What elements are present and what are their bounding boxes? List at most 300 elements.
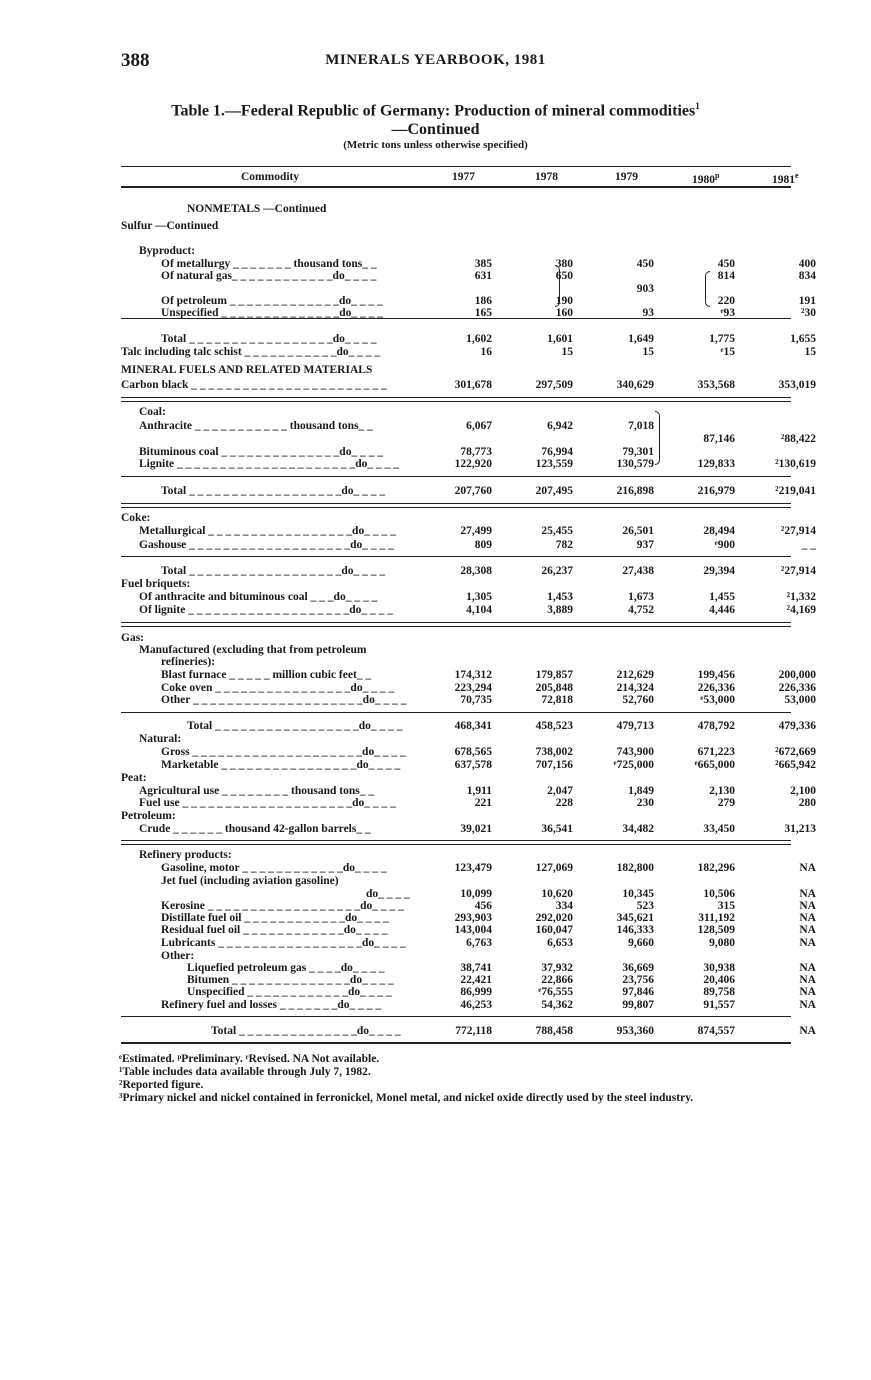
table-row bbox=[0, 406, 871, 419]
cell-1981: ²672,669 bbox=[775, 746, 816, 758]
table-row bbox=[0, 578, 871, 591]
table-row bbox=[0, 433, 871, 446]
table-subtitle: (Metric tons unless otherwise specified) bbox=[343, 139, 528, 151]
cell-1979: ᵉ725,000 bbox=[613, 759, 654, 771]
cell-1978: ᵉ76,555 bbox=[538, 986, 573, 998]
rule-gas-total bbox=[121, 712, 791, 713]
row-label: Fuel use _ _ _ _ _ _ _ _ _ _ _ _ _ _ _ _ _ _ _ _do_ _ _ _ bbox=[139, 797, 396, 809]
footnote-1: ¹Table includes data available through July 7, 1982. bbox=[119, 1066, 371, 1078]
table-bottom-rule bbox=[121, 1042, 791, 1044]
cell-1977: 86,999 bbox=[460, 986, 492, 998]
row-label: Coke oven _ _ _ _ _ _ _ _ _ _ _ _ _ _ _ _do_ _ _ _ bbox=[161, 682, 395, 694]
cell-1977: 122,920 bbox=[454, 458, 492, 470]
cell-1980: 129,833 bbox=[697, 458, 735, 470]
cell-1979: 340,629 bbox=[616, 379, 654, 391]
cell-1978: 10,620 bbox=[541, 888, 573, 900]
cell-1979: 130,579 bbox=[616, 458, 654, 470]
row-label: Petroleum: bbox=[121, 810, 176, 822]
cell-1979: 10,345 bbox=[622, 888, 654, 900]
table-title bbox=[0, 97, 871, 139]
cell-1978: 25,455 bbox=[541, 525, 573, 537]
row-label: Lubricants _ _ _ _ _ _ _ _ _ _ _ _ _ _ _ _ _do_ _ _ _ bbox=[161, 937, 406, 949]
table-row bbox=[0, 364, 871, 377]
cell-1979: 1,849 bbox=[628, 785, 654, 797]
table-row bbox=[0, 823, 871, 836]
cell-1980: 226,336 bbox=[697, 682, 735, 694]
cell-1981: ²4,169 bbox=[786, 604, 816, 616]
table-row bbox=[0, 986, 871, 999]
table-row bbox=[0, 512, 871, 525]
col-header-1981-mark: e bbox=[795, 171, 799, 180]
rule-briquets-end-2 bbox=[121, 626, 791, 627]
row-label: Of metallurgy _ _ _ _ _ _ _ thousand tons_ _ bbox=[161, 258, 377, 270]
cell-1981: NA bbox=[799, 900, 816, 912]
row-label: Marketable _ _ _ _ _ _ _ _ _ _ _ _ _ _ _ _do_ _ _ _ bbox=[161, 759, 401, 771]
cell-1980: 28,494 bbox=[703, 525, 735, 537]
col-header-commodity: Commodity bbox=[241, 171, 300, 183]
table-row bbox=[0, 604, 871, 617]
cell-1978: 160 bbox=[555, 307, 573, 319]
cell-1978: 707,156 bbox=[535, 759, 573, 771]
row-label: Total _ _ _ _ _ _ _ _ _ _ _ _ _ _ _ _ _do_ _ _ _ bbox=[161, 333, 377, 345]
cell-1978: 2,047 bbox=[547, 785, 573, 797]
row-label: Total _ _ _ _ _ _ _ _ _ _ _ _ _ _ _ _ _ _do_ _ _ _ bbox=[161, 485, 386, 497]
cell-1981: NA bbox=[799, 924, 816, 936]
cell-1977: 678,565 bbox=[454, 746, 492, 758]
cell-1980: 353,568 bbox=[697, 379, 735, 391]
cell-1980: 874,557 bbox=[697, 1025, 735, 1037]
cell-1981: 353,019 bbox=[778, 379, 816, 391]
row-label: Natural: bbox=[139, 733, 182, 745]
cell-1981: 2,100 bbox=[790, 785, 816, 797]
row-label: Unspecified _ _ _ _ _ _ _ _ _ _ _ _do_ _ _ _ bbox=[187, 986, 392, 998]
cell-1978: 72,818 bbox=[541, 694, 573, 706]
cell-1977: 186 bbox=[474, 295, 492, 307]
cell-1978: 334 bbox=[555, 900, 573, 912]
cell-1977: 631 bbox=[474, 270, 492, 282]
title-footnote-mark: 1 bbox=[695, 101, 700, 111]
footnote-3: ³Primary nickel and nickel contained in ferronickel, Monel metal, and nickel oxide directly used by the steel industry. bbox=[119, 1092, 694, 1104]
cell-1981: 400 bbox=[798, 258, 816, 270]
cell-1978: 788,458 bbox=[535, 1025, 573, 1037]
table-row bbox=[0, 245, 871, 258]
cell-1980: 315 bbox=[717, 900, 735, 912]
col-header-1980-year: 1980 bbox=[692, 173, 715, 186]
brace-1980-gas bbox=[705, 271, 710, 307]
row-label: Jet fuel (including aviation gasoline) bbox=[161, 875, 339, 887]
cell-1978: 205,848 bbox=[535, 682, 573, 694]
cell-1980: 91,557 bbox=[703, 999, 735, 1011]
row-label: Other: bbox=[161, 950, 195, 962]
cell-1977: 22,421 bbox=[460, 974, 492, 986]
cell-1981: 1,655 bbox=[790, 333, 816, 345]
cell-1978: 22,866 bbox=[541, 974, 573, 986]
row-label: Kerosine _ _ _ _ _ _ _ _ _ _ _ _ _ _ _ _ _ _do_ _ _ _ bbox=[161, 900, 404, 912]
cell-1980: 279 bbox=[717, 797, 735, 809]
footnote-2: ²Reported figure. bbox=[119, 1079, 204, 1091]
cell-1981: 15 bbox=[804, 346, 816, 358]
row-label: Other _ _ _ _ _ _ _ _ _ _ _ _ _ _ _ _ _ _ _ _do_ _ _ _ bbox=[161, 694, 407, 706]
cell-1979: 182,800 bbox=[616, 862, 654, 874]
cell-1979: 52,760 bbox=[622, 694, 654, 706]
rule-carbon-black-2 bbox=[121, 401, 791, 402]
cell-1980: 87,146 bbox=[703, 433, 735, 445]
table-row bbox=[0, 565, 871, 578]
cell-1979: 93 bbox=[642, 307, 654, 319]
cell-1977: 1,911 bbox=[466, 785, 492, 797]
row-label: Fuel briquets: bbox=[121, 578, 191, 590]
row-label: Refinery products: bbox=[139, 849, 232, 861]
cell-1980: 30,938 bbox=[703, 962, 735, 974]
table-row bbox=[0, 220, 871, 233]
cell-1981: 53,000 bbox=[784, 694, 816, 706]
cell-1979: 79,301 bbox=[622, 446, 654, 458]
cell-1980: ᵉ665,000 bbox=[694, 759, 735, 771]
row-label: Of anthracite and bituminous coal _ _ _do_ _ _ _ bbox=[139, 591, 378, 603]
cell-1978: 15 bbox=[561, 346, 573, 358]
table-row bbox=[0, 591, 871, 604]
cell-1977: 10,099 bbox=[460, 888, 492, 900]
row-label: Peat: bbox=[121, 772, 147, 784]
rule-coal-end-1 bbox=[121, 503, 791, 504]
cell-1979: 9,660 bbox=[628, 937, 654, 949]
cell-1980: 33,450 bbox=[703, 823, 735, 835]
table-row bbox=[0, 485, 871, 498]
cell-1981: NA bbox=[799, 862, 816, 874]
cell-1978: 190 bbox=[555, 295, 573, 307]
cell-1979: 26,501 bbox=[622, 525, 654, 537]
row-label: Gas: bbox=[121, 632, 144, 644]
cell-1977: 4,104 bbox=[466, 604, 492, 616]
table-title-line2: —Continued bbox=[391, 121, 480, 139]
cell-1980: 478,792 bbox=[697, 720, 735, 732]
cell-1980: 10,506 bbox=[703, 888, 735, 900]
cell-1978: 297,509 bbox=[535, 379, 573, 391]
cell-1980: 671,223 bbox=[697, 746, 735, 758]
cell-1979: 345,621 bbox=[616, 912, 654, 924]
row-label: Manufactured (excluding that from petroleum bbox=[139, 644, 367, 656]
cell-1978: 54,362 bbox=[541, 999, 573, 1011]
rule-sulfur-total bbox=[121, 318, 791, 319]
row-label: Refinery fuel and losses _ _ _ _ _ _ _do_ _ _ _ bbox=[161, 999, 382, 1011]
cell-1979: 36,669 bbox=[622, 962, 654, 974]
rule-coke-total bbox=[121, 556, 791, 557]
table-row bbox=[0, 346, 871, 359]
cell-1981: NA bbox=[799, 999, 816, 1011]
cell-1981: 834 bbox=[798, 270, 816, 282]
cell-1977: 637,578 bbox=[454, 759, 492, 771]
cell-1978: 1,453 bbox=[547, 591, 573, 603]
table-row bbox=[0, 656, 871, 669]
footnote-legend: ᵉEstimated. ᵖPreliminary. ʳRevised. NA Not available. bbox=[119, 1053, 380, 1065]
row-label: Of lignite _ _ _ _ _ _ _ _ _ _ _ _ _ _ _ _ _ _ _do_ _ _ _ bbox=[139, 604, 393, 616]
cell-1978: 458,523 bbox=[535, 720, 573, 732]
cell-1979: 230 bbox=[636, 797, 654, 809]
row-label: NONMETALS —Continued bbox=[187, 203, 327, 215]
row-label: refineries): bbox=[161, 656, 216, 668]
cell-1981: _ _ bbox=[801, 539, 816, 551]
row-label: Blast furnace _ _ _ _ _ million cubic feet_ _ bbox=[161, 669, 372, 681]
cell-1980: 128,509 bbox=[697, 924, 735, 936]
table-row bbox=[0, 694, 871, 707]
cell-1978: 380 bbox=[555, 258, 573, 270]
cell-1978: 37,932 bbox=[541, 962, 573, 974]
row-label: do_ _ _ _ bbox=[366, 888, 410, 900]
row-label: Total _ _ _ _ _ _ _ _ _ _ _ _ _ _ _ _ _ _do_ _ _ _ bbox=[161, 565, 386, 577]
col-header-1981-year: 1981 bbox=[772, 173, 795, 186]
row-label: Coal: bbox=[139, 406, 166, 418]
table-row bbox=[0, 333, 871, 346]
row-label: Total _ _ _ _ _ _ _ _ _ _ _ _ _ _ _ _ _do_ _ _ _ bbox=[187, 720, 403, 732]
cell-1979: 479,713 bbox=[616, 720, 654, 732]
cell-1977: 46,253 bbox=[460, 999, 492, 1011]
row-label: Lignite _ _ _ _ _ _ _ _ _ _ _ _ _ _ _ _ _ _ _ _ _do_ _ _ _ bbox=[139, 458, 400, 470]
cell-1978: 650 bbox=[555, 270, 573, 282]
table-row bbox=[0, 772, 871, 785]
table-title-line1: Table 1.—Federal Republic of Germany: Production of mineral commodities bbox=[171, 102, 696, 120]
cell-1981: NA bbox=[799, 912, 816, 924]
cell-1979: 1,649 bbox=[628, 333, 654, 345]
cell-1979: 212,629 bbox=[616, 669, 654, 681]
cell-1978: 228 bbox=[555, 797, 573, 809]
cell-1977: 28,308 bbox=[460, 565, 492, 577]
cell-1979: 97,846 bbox=[622, 986, 654, 998]
cell-1980: 216,979 bbox=[697, 485, 735, 497]
cell-1978: 3,889 bbox=[547, 604, 573, 616]
cell-1979: 1,673 bbox=[628, 591, 654, 603]
cell-1977: 27,499 bbox=[460, 525, 492, 537]
col-header-1980-mark: p bbox=[715, 171, 720, 180]
cell-1977: 174,312 bbox=[454, 669, 492, 681]
cell-1981: 226,336 bbox=[778, 682, 816, 694]
cell-1977: 301,678 bbox=[454, 379, 492, 391]
cell-1981: 191 bbox=[798, 295, 816, 307]
col-header-1981 bbox=[772, 171, 799, 186]
cell-1981: ²665,942 bbox=[775, 759, 816, 771]
cell-1981: ²30 bbox=[801, 307, 816, 319]
row-label: Of natural gas_ _ _ _ _ _ _ _ _ _ _ _do_ _ _ _ bbox=[161, 270, 377, 282]
cell-1978: 179,857 bbox=[535, 669, 573, 681]
row-label: Anthracite _ _ _ _ _ _ _ _ _ _ _ thousand tons_ _ bbox=[139, 420, 373, 432]
cell-1978: 1,601 bbox=[547, 333, 573, 345]
cell-1978: 127,069 bbox=[535, 862, 573, 874]
cell-1980: 2,130 bbox=[709, 785, 735, 797]
table-row bbox=[0, 525, 871, 538]
rule-coal-total bbox=[121, 476, 791, 477]
table-row bbox=[0, 797, 871, 810]
cell-1979: 743,900 bbox=[616, 746, 654, 758]
table-row bbox=[0, 810, 871, 823]
cell-1980: 220 bbox=[717, 295, 735, 307]
cell-1977: 293,903 bbox=[454, 912, 492, 924]
row-label: Gasoline, motor _ _ _ _ _ _ _ _ _ _ _ _do_ _ _ _ bbox=[161, 862, 387, 874]
cell-1980: 9,080 bbox=[709, 937, 735, 949]
row-label: Sulfur —Continued bbox=[121, 220, 219, 232]
cell-1981: 200,000 bbox=[778, 669, 816, 681]
row-label: Total _ _ _ _ _ _ _ _ _ _ _ _ _ _do_ _ _ _ bbox=[211, 1025, 401, 1037]
cell-1979: 216,898 bbox=[616, 485, 654, 497]
table-row bbox=[0, 746, 871, 759]
header-bottom-rule bbox=[121, 186, 791, 188]
cell-1977: 78,773 bbox=[460, 446, 492, 458]
cell-1980: ᵉ93 bbox=[720, 307, 735, 319]
cell-1979: 27,438 bbox=[622, 565, 654, 577]
cell-1981: 31,213 bbox=[784, 823, 816, 835]
cell-1977: 6,067 bbox=[466, 420, 492, 432]
row-label: Bitumen _ _ _ _ _ _ _ _ _ _ _ _ _ _do_ _ _ _ bbox=[187, 974, 394, 986]
row-label: MINERAL FUELS AND RELATED MATERIALS bbox=[121, 364, 373, 376]
row-label: Carbon black _ _ _ _ _ _ _ _ _ _ _ _ _ _ _ _ _ _ _ _ _ _ _ bbox=[121, 379, 387, 391]
row-label: Residual fuel oil _ _ _ _ _ _ _ _ _ _ _ _do_ _ _ _ bbox=[161, 924, 388, 936]
cell-1981: ²27,914 bbox=[780, 525, 816, 537]
cell-1980: 20,406 bbox=[703, 974, 735, 986]
cell-1977: 207,760 bbox=[454, 485, 492, 497]
table-row bbox=[0, 270, 871, 283]
cell-1980: 450 bbox=[717, 258, 735, 270]
cell-1977: 456 bbox=[474, 900, 492, 912]
row-label: Distillate fuel oil _ _ _ _ _ _ _ _ _ _ _ _do_ _ _ _ bbox=[161, 912, 389, 924]
table-row bbox=[0, 458, 871, 471]
cell-1977: 223,294 bbox=[454, 682, 492, 694]
cell-1977: 6,763 bbox=[466, 937, 492, 949]
cell-1978: 160,047 bbox=[535, 924, 573, 936]
cell-1981: 479,336 bbox=[778, 720, 816, 732]
cell-1980: ᵉ53,000 bbox=[700, 694, 735, 706]
cell-1977: 385 bbox=[474, 258, 492, 270]
cell-1977: 16 bbox=[480, 346, 492, 358]
table-row bbox=[0, 862, 871, 875]
row-label: Coke: bbox=[121, 512, 151, 524]
cell-1979: 523 bbox=[636, 900, 654, 912]
row-label: Gross _ _ _ _ _ _ _ _ _ _ _ _ _ _ _ _ _ _ _ _do_ _ _ _ bbox=[161, 746, 406, 758]
cell-1980: 311,192 bbox=[698, 912, 735, 924]
cell-1980: 29,394 bbox=[703, 565, 735, 577]
cell-1979: 4,752 bbox=[628, 604, 654, 616]
row-label: Talc including talc schist _ _ _ _ _ _ _ _ _ _ _do_ _ _ _ bbox=[121, 346, 381, 358]
table-row bbox=[0, 759, 871, 772]
cell-1977: 143,004 bbox=[454, 924, 492, 936]
rule-briquets-end-1 bbox=[121, 622, 791, 623]
cell-1978: 76,994 bbox=[541, 446, 573, 458]
cell-1979: 34,482 bbox=[622, 823, 654, 835]
table-row bbox=[0, 733, 871, 746]
brace-1979-coal bbox=[655, 411, 660, 465]
table-row bbox=[0, 539, 871, 552]
table-row bbox=[0, 720, 871, 733]
rule-crude-2 bbox=[121, 844, 791, 845]
cell-1981: NA bbox=[799, 986, 816, 998]
header-top-rule bbox=[121, 166, 791, 167]
cell-1981: NA bbox=[799, 1025, 816, 1037]
cell-1977: 38,741 bbox=[460, 962, 492, 974]
cell-1981: ²219,041 bbox=[775, 485, 816, 497]
cell-1980: 4,446 bbox=[709, 604, 735, 616]
row-label: Unspecified _ _ _ _ _ _ _ _ _ _ _ _ _ _do_ _ _ _ bbox=[161, 307, 384, 319]
page-number: 388 bbox=[121, 50, 150, 71]
cell-1977: 165 bbox=[474, 307, 492, 319]
cell-1981: ²1,332 bbox=[786, 591, 816, 603]
row-label: Gashouse _ _ _ _ _ _ _ _ _ _ _ _ _ _ _ _ _ _ _do_ _ _ _ bbox=[139, 539, 394, 551]
cell-1979: 7,018 bbox=[628, 420, 654, 432]
table-row bbox=[0, 849, 871, 862]
rule-refinery-total bbox=[121, 1016, 791, 1017]
col-header-1980 bbox=[692, 171, 719, 186]
cell-1980: ᵉ900 bbox=[714, 539, 735, 551]
rule-coal-end-2 bbox=[121, 507, 791, 508]
cell-1981: 280 bbox=[798, 797, 816, 809]
cell-1980: 1,775 bbox=[709, 333, 735, 345]
cell-1977: 1,602 bbox=[466, 333, 492, 345]
cell-1978: 207,495 bbox=[535, 485, 573, 497]
row-label: Liquefied petroleum gas _ _ _ _do_ _ _ _ bbox=[187, 962, 385, 974]
cell-1979: 953,360 bbox=[616, 1025, 654, 1037]
cell-1979: 903 bbox=[636, 283, 654, 295]
brace-1978-gas bbox=[555, 265, 560, 307]
cell-1977: 809 bbox=[474, 539, 492, 551]
cell-1978: 292,020 bbox=[535, 912, 573, 924]
cell-1978: 36,541 bbox=[541, 823, 573, 835]
table-row bbox=[0, 1025, 871, 1038]
table-row bbox=[0, 669, 871, 682]
cell-1977: 772,118 bbox=[455, 1025, 492, 1037]
cell-1977: 70,735 bbox=[460, 694, 492, 706]
cell-1978: 782 bbox=[555, 539, 573, 551]
table-row bbox=[0, 420, 871, 433]
cell-1981: NA bbox=[799, 888, 816, 900]
cell-1979: 15 bbox=[642, 346, 654, 358]
cell-1977: 221 bbox=[474, 797, 492, 809]
table-row bbox=[0, 875, 871, 888]
table-row bbox=[0, 999, 871, 1012]
row-label: Metallurgical _ _ _ _ _ _ _ _ _ _ _ _ _ _ _ _ _do_ _ _ _ bbox=[139, 525, 396, 537]
cell-1981: NA bbox=[799, 962, 816, 974]
table-row bbox=[0, 379, 871, 392]
cell-1977: 468,341 bbox=[454, 720, 492, 732]
cell-1979: 450 bbox=[636, 258, 654, 270]
running-head: MINERALS YEARBOOK, 1981 bbox=[325, 52, 546, 68]
cell-1980: 1,455 bbox=[709, 591, 735, 603]
cell-1981: ²27,914 bbox=[780, 565, 816, 577]
table-row bbox=[0, 937, 871, 950]
cell-1979: 23,756 bbox=[622, 974, 654, 986]
cell-1980: 199,456 bbox=[697, 669, 735, 681]
row-label: Byproduct: bbox=[139, 245, 196, 257]
cell-1979: 146,333 bbox=[616, 924, 654, 936]
row-label: Agricultural use _ _ _ _ _ _ _ _ thousand tons_ _ bbox=[139, 785, 375, 797]
col-header-1978: 1978 bbox=[535, 171, 558, 183]
cell-1979: 937 bbox=[636, 539, 654, 551]
table-row bbox=[0, 924, 871, 937]
cell-1981: NA bbox=[799, 974, 816, 986]
cell-1978: 123,559 bbox=[535, 458, 573, 470]
cell-1979: 214,324 bbox=[616, 682, 654, 694]
cell-1980: 814 bbox=[717, 270, 735, 282]
cell-1978: 26,237 bbox=[541, 565, 573, 577]
cell-1977: 39,021 bbox=[460, 823, 492, 835]
col-header-1979: 1979 bbox=[615, 171, 638, 183]
row-label: Bituminous coal _ _ _ _ _ _ _ _ _ _ _ _ _ _do_ _ _ _ bbox=[139, 446, 384, 458]
cell-1980: ᵉ15 bbox=[720, 346, 735, 358]
row-label: Crude _ _ _ _ _ _ thousand 42-gallon barrels_ _ bbox=[139, 823, 371, 835]
cell-1978: 6,653 bbox=[547, 937, 573, 949]
cell-1981: ²88,422 bbox=[780, 433, 816, 445]
table-row bbox=[0, 203, 871, 216]
rule-carbon-black-1 bbox=[121, 397, 791, 398]
cell-1977: 123,479 bbox=[454, 862, 492, 874]
row-label: Of petroleum _ _ _ _ _ _ _ _ _ _ _ _ _do_ _ _ _ bbox=[161, 295, 383, 307]
cell-1980: 89,758 bbox=[703, 986, 735, 998]
col-header-1977: 1977 bbox=[452, 171, 475, 183]
